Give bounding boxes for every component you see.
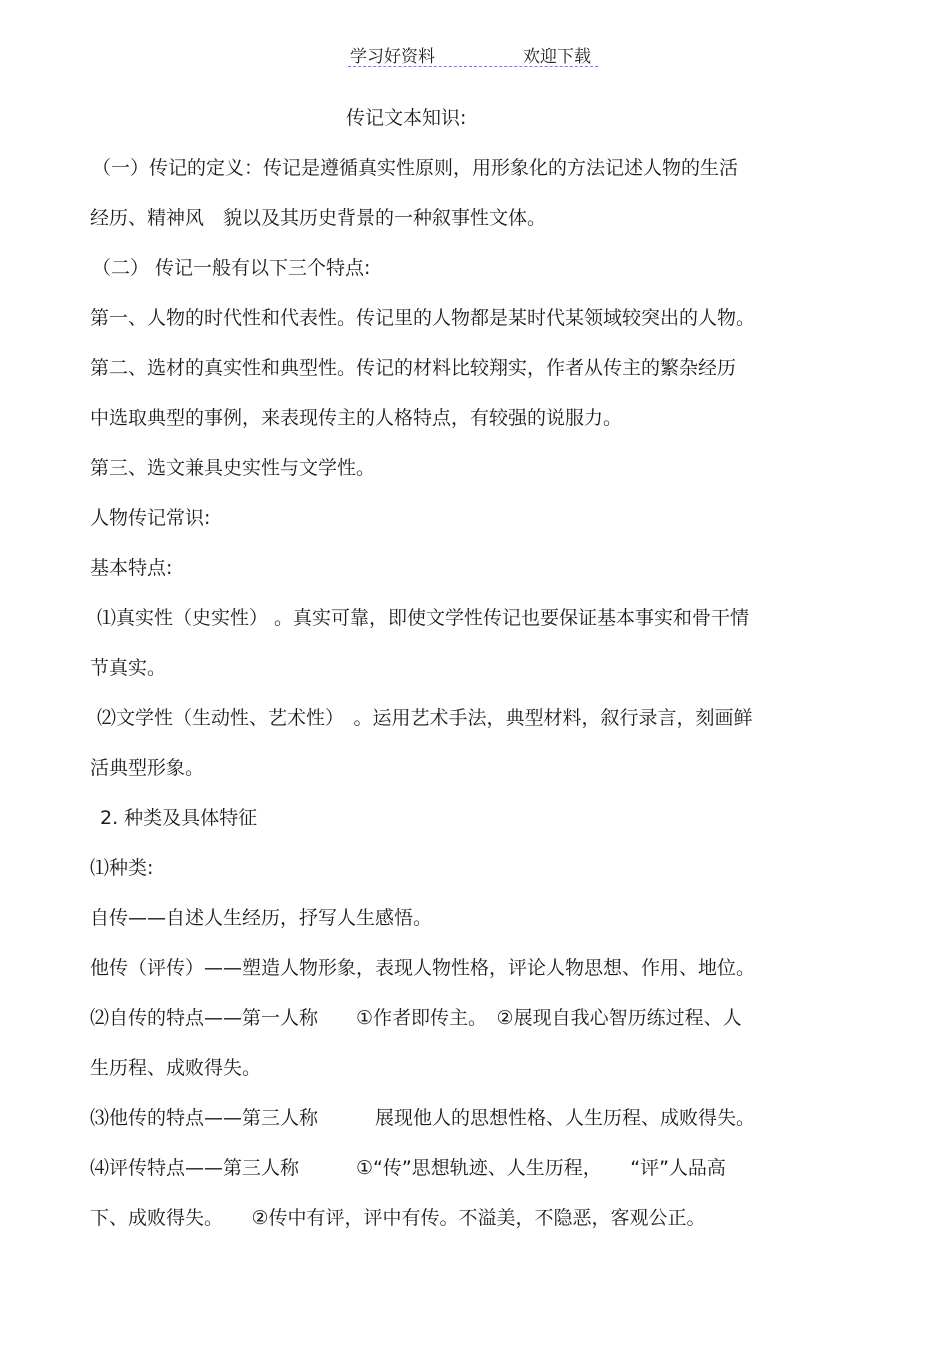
- biography-knowledge-heading: 人物传记常识:: [90, 507, 211, 529]
- basic-features-heading: 基本特点:: [90, 557, 173, 579]
- literary-line-2: 活典型形象。: [90, 757, 205, 779]
- autobiography-features-line-1: ⑵自传的特点——第一人称 ①作者即传主。 ②展现自我心智历练过程、人: [90, 1007, 742, 1029]
- feature-1: 第一、人物的时代性和代表性。传记里的人物都是某时代某领域较突出的人物。: [90, 307, 756, 329]
- feature-2-line-1: 第二、选材的真实性和典型性。传记的材料比较翔实，作者从传主的繁杂经历: [90, 357, 737, 379]
- definition-line-1: （一）传记的定义：传记是遵循真实性原则，用形象化的方法记述人物的生活: [92, 157, 739, 179]
- feature-3: 第三、选文兼具史实性与文学性。: [90, 457, 376, 479]
- biography-features-line: ⑶他传的特点——第三人称 展现他人的思想性格、人生历程、成败得失。: [90, 1107, 756, 1129]
- biography-line: 他传（评传）——塑造人物形象，表现人物性格，评论人物思想、作用、地位。: [90, 957, 756, 979]
- autobiography-features-line-2: 生历程、成败得失。: [90, 1057, 262, 1079]
- critical-biography-line-1: ⑷评传特点——第三人称 ①“传”思想轨迹、人生历程， “评”人品高: [90, 1157, 726, 1179]
- autobiography-line: 自传——自述人生经历，抒写人生感悟。: [90, 907, 433, 929]
- definition-line-2: 经历、精神风 貌以及其历史背景的一种叙事性文体。: [90, 207, 547, 229]
- critical-biography-line-2: 下、成败得失。 ②传中有评，评中有传。不溢美，不隐恶，客观公正。: [90, 1207, 706, 1229]
- header-left-text: 学习好资料: [350, 47, 435, 67]
- feature-2-line-2: 中选取典型的事例，来表现传主的人格特点，有较强的说服力。: [90, 407, 623, 429]
- features-heading: （二） 传记一般有以下三个特点:: [92, 257, 371, 279]
- truthfulness-line-1: ⑴真实性（史实性） 。真实可靠，即使文学性传记也要保证基本事实和骨干情: [97, 607, 750, 629]
- page-header: [348, 40, 598, 67]
- document-title: 传记文本知识:: [346, 107, 467, 129]
- header-right-text: 欢迎下载: [523, 47, 591, 67]
- truthfulness-line-2: 节真实。: [90, 657, 167, 679]
- literary-line-1: ⑵文学性（生动性、艺术性） 。运用艺术手法，典型材料，叙行录言，刻画鲜: [97, 707, 753, 729]
- types-heading: 2. 种类及具体特征: [100, 807, 258, 829]
- types-subheading: ⑴种类:: [90, 857, 154, 879]
